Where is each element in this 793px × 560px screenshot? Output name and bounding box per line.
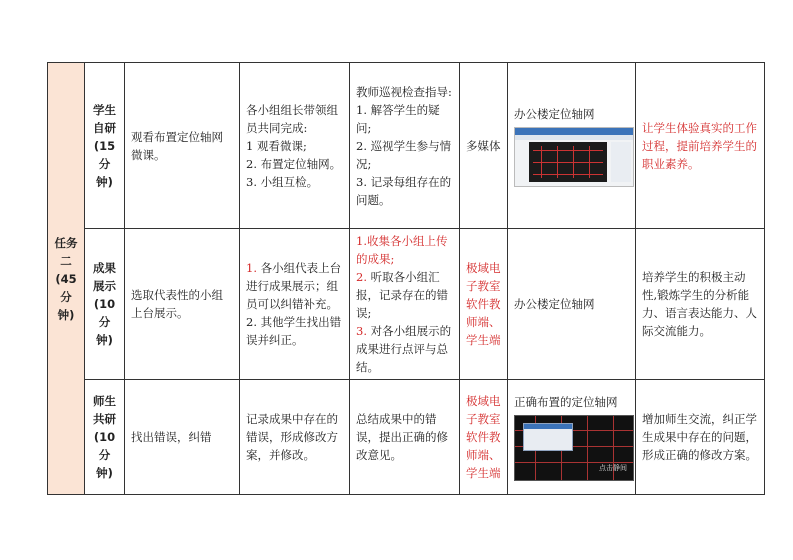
student-activity-cell: 各小组组长带领组员共同完成: 1 观看微课; 2. 布置定位轴网。 3. 小组互检。 bbox=[240, 63, 350, 229]
axis-grid-screenshot-image bbox=[514, 415, 634, 481]
intent-cell: 培养学生的积极主动性,锻炼学生的分析能力、语言表达能力、人际交流能力。 bbox=[636, 229, 765, 380]
resource-cell: 极域电子教室软件教师端、学生端 bbox=[460, 380, 508, 495]
content-cell: 找出错误，纠错 bbox=[125, 380, 240, 495]
task-cell: 任务 二 (45 分 钟) bbox=[48, 63, 85, 495]
screenshot-overlay-text: 点击静间 bbox=[599, 464, 627, 472]
figure-caption: 办公楼定位轴网 bbox=[514, 297, 595, 311]
table-row bbox=[48, 380, 765, 495]
resource-cell: 多媒体 bbox=[460, 63, 508, 229]
intent-cell: 增加师生交流，纠正学生成果中存在的问题，形成正确的修改方案。 bbox=[636, 380, 765, 495]
content-cell: 选取代表性的小组上台展示。 bbox=[125, 229, 240, 380]
table-row bbox=[48, 229, 765, 380]
resource-cell: 极域电子教室软件教师端、学生端 bbox=[460, 229, 508, 380]
student-activity-cell: 记录成果中存在的错误，形成修改方案，并修改。 bbox=[240, 380, 350, 495]
figure-cell bbox=[508, 229, 636, 380]
phase-cell: 学生 自研 (15 分钟) bbox=[85, 63, 125, 229]
figure-cell bbox=[508, 63, 636, 229]
lesson-plan-table bbox=[47, 62, 765, 495]
table-row bbox=[48, 63, 765, 229]
figure-caption: 办公楼定位轴网 bbox=[514, 106, 595, 121]
teacher-activity-cell: 1.收集各小组上传的成果; 2. 听取各小组汇报，记录存在的错误; 3. 对各小组展示的成果进行点评与总结。 bbox=[350, 229, 460, 380]
phase-cell: 师生 共研 (10 分钟) bbox=[85, 380, 125, 495]
intent-cell: 让学生体验真实的工作过程，提前培养学生的职业素养。 bbox=[636, 63, 765, 229]
phase-cell: 成果 展示 (10 分钟) bbox=[85, 229, 125, 380]
student-activity-cell: 1. 各小组代表上台进行成果展示；组员可以纠错补充。 2. 其他学生找出错误并纠正。 bbox=[240, 229, 350, 380]
content-cell: 观看布置定位轴网微课。 bbox=[125, 63, 240, 229]
figure-cell bbox=[508, 380, 636, 495]
teacher-activity-cell: 总结成果中的错误，提出正确的修改意见。 bbox=[350, 380, 460, 495]
teacher-activity-cell: 教师巡视检查指导: 1. 解答学生的疑问; 2. 巡视学生参与情况; 3. 记录每组存在的问题。 bbox=[350, 63, 460, 229]
figure-caption: 正确布置的定位轴网 bbox=[514, 395, 618, 409]
software-screenshot-image bbox=[514, 127, 634, 187]
